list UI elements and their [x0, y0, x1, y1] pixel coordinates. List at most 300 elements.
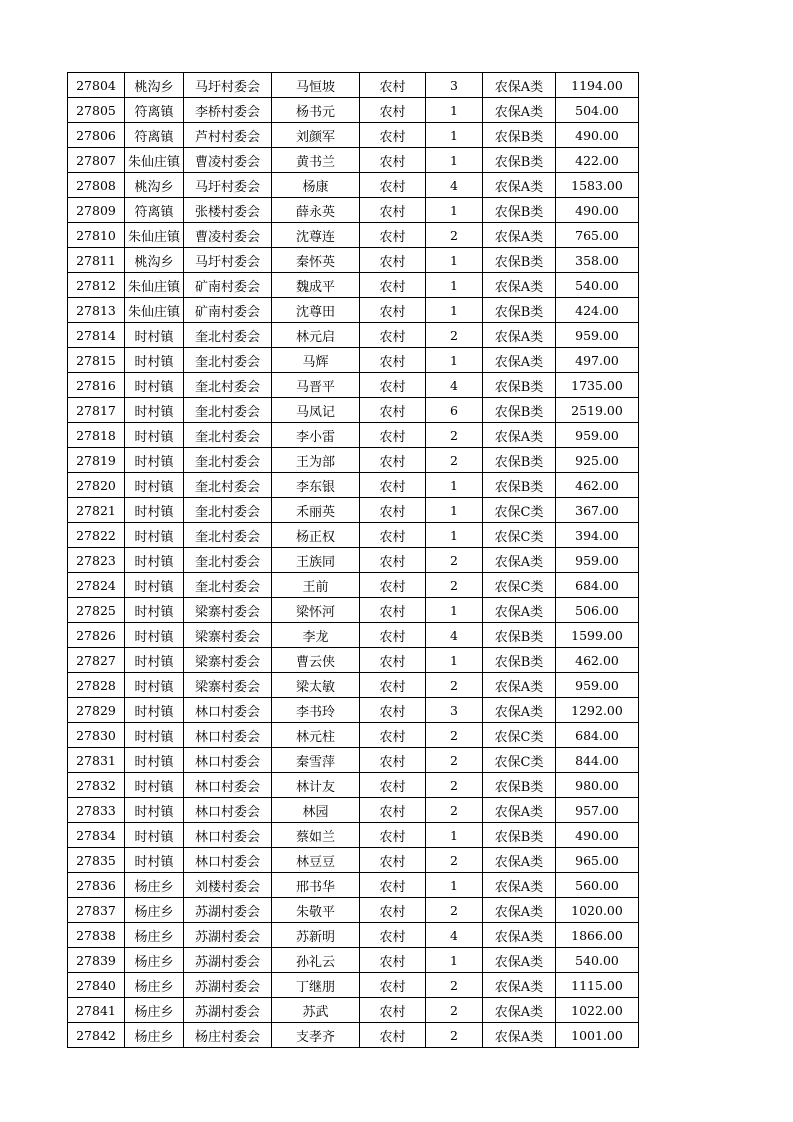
insurance-category-cell: 农保A类: [483, 998, 556, 1023]
village-committee-cell: 矿南村委会: [184, 273, 272, 298]
village-committee-cell: 马圩村委会: [184, 248, 272, 273]
person-name-cell: 林元启: [272, 323, 360, 348]
insurance-category-cell: 农保A类: [483, 173, 556, 198]
table-row: [68, 298, 639, 323]
town-cell: 杨庄乡: [125, 873, 184, 898]
table-row: [68, 823, 639, 848]
amount-cell: 540.00: [556, 273, 639, 298]
insurance-category-cell: 农保B类: [483, 148, 556, 173]
insurance-category-cell: 农保A类: [483, 348, 556, 373]
village-committee-cell: 林口村委会: [184, 823, 272, 848]
town-cell: 时村镇: [125, 598, 184, 623]
record-id-cell: 27825: [68, 598, 125, 623]
town-cell: 时村镇: [125, 773, 184, 798]
insurance-category-cell: 农保A类: [483, 548, 556, 573]
household-type-cell: 农村: [360, 423, 426, 448]
record-id-cell: 27834: [68, 823, 125, 848]
household-type-cell: 农村: [360, 323, 426, 348]
person-name-cell: 苏武: [272, 998, 360, 1023]
town-cell: 时村镇: [125, 373, 184, 398]
amount-cell: 684.00: [556, 723, 639, 748]
member-count-cell: 1: [426, 298, 483, 323]
household-type-cell: 农村: [360, 298, 426, 323]
table-row: [68, 873, 639, 898]
record-id-cell: 27840: [68, 973, 125, 998]
household-type-cell: 农村: [360, 673, 426, 698]
amount-cell: 2519.00: [556, 398, 639, 423]
household-type-cell: 农村: [360, 573, 426, 598]
town-cell: 时村镇: [125, 673, 184, 698]
record-id-cell: 27807: [68, 148, 125, 173]
record-id-cell: 27837: [68, 898, 125, 923]
amount-cell: 959.00: [556, 673, 639, 698]
town-cell: 桃沟乡: [125, 173, 184, 198]
person-name-cell: 杨书元: [272, 98, 360, 123]
amount-cell: 925.00: [556, 448, 639, 473]
table-row: [68, 623, 639, 648]
person-name-cell: 苏新明: [272, 923, 360, 948]
member-count-cell: 2: [426, 448, 483, 473]
amount-cell: 394.00: [556, 523, 639, 548]
village-committee-cell: 马圩村委会: [184, 173, 272, 198]
data-sheet: [67, 72, 639, 1048]
table-row: [68, 923, 639, 948]
household-type-cell: 农村: [360, 923, 426, 948]
household-type-cell: 农村: [360, 873, 426, 898]
insurance-category-cell: 农保A类: [483, 98, 556, 123]
amount-cell: 959.00: [556, 548, 639, 573]
person-name-cell: 林园: [272, 798, 360, 823]
person-name-cell: 林计友: [272, 773, 360, 798]
table-row: [68, 723, 639, 748]
amount-cell: 684.00: [556, 573, 639, 598]
table-row: [68, 798, 639, 823]
town-cell: 杨庄乡: [125, 923, 184, 948]
amount-cell: 422.00: [556, 148, 639, 173]
town-cell: 时村镇: [125, 348, 184, 373]
town-cell: 时村镇: [125, 748, 184, 773]
record-id-cell: 27828: [68, 673, 125, 698]
person-name-cell: 王族同: [272, 548, 360, 573]
record-id-cell: 27810: [68, 223, 125, 248]
member-count-cell: 1: [426, 273, 483, 298]
amount-cell: 959.00: [556, 423, 639, 448]
person-name-cell: 秦怀英: [272, 248, 360, 273]
person-name-cell: 秦雪萍: [272, 748, 360, 773]
record-id-cell: 27838: [68, 923, 125, 948]
amount-cell: 490.00: [556, 123, 639, 148]
village-committee-cell: 曹凌村委会: [184, 148, 272, 173]
person-name-cell: 王前: [272, 573, 360, 598]
insurance-category-cell: 农保B类: [483, 398, 556, 423]
village-committee-cell: 林口村委会: [184, 748, 272, 773]
town-cell: 杨庄乡: [125, 898, 184, 923]
household-type-cell: 农村: [360, 973, 426, 998]
insurance-category-cell: 农保B类: [483, 198, 556, 223]
amount-cell: 1583.00: [556, 173, 639, 198]
insurance-category-cell: 农保B类: [483, 773, 556, 798]
person-name-cell: 沈尊连: [272, 223, 360, 248]
village-committee-cell: 奎北村委会: [184, 548, 272, 573]
table-row: [68, 848, 639, 873]
table-row: [68, 98, 639, 123]
member-count-cell: 1: [426, 98, 483, 123]
insurance-category-cell: 农保A类: [483, 873, 556, 898]
member-count-cell: 2: [426, 748, 483, 773]
household-type-cell: 农村: [360, 73, 426, 98]
household-type-cell: 农村: [360, 1023, 426, 1048]
household-type-cell: 农村: [360, 698, 426, 723]
household-type-cell: 农村: [360, 198, 426, 223]
person-name-cell: 梁太敏: [272, 673, 360, 698]
table-row: [68, 948, 639, 973]
member-count-cell: 2: [426, 898, 483, 923]
amount-cell: 1022.00: [556, 998, 639, 1023]
insurance-category-cell: 农保A类: [483, 73, 556, 98]
member-count-cell: 1: [426, 498, 483, 523]
table-body: [68, 73, 639, 1048]
insurance-category-cell: 农保B类: [483, 623, 556, 648]
village-committee-cell: 梁寨村委会: [184, 673, 272, 698]
record-id-cell: 27804: [68, 73, 125, 98]
household-type-cell: 农村: [360, 173, 426, 198]
record-id-cell: 27821: [68, 498, 125, 523]
amount-cell: 980.00: [556, 773, 639, 798]
table-row: [68, 648, 639, 673]
person-name-cell: 魏成平: [272, 273, 360, 298]
insurance-category-cell: 农保A类: [483, 798, 556, 823]
household-type-cell: 农村: [360, 98, 426, 123]
person-name-cell: 丁继朋: [272, 973, 360, 998]
village-committee-cell: 奎北村委会: [184, 348, 272, 373]
person-name-cell: 林元柱: [272, 723, 360, 748]
member-count-cell: 1: [426, 248, 483, 273]
town-cell: 朱仙庄镇: [125, 223, 184, 248]
town-cell: 时村镇: [125, 573, 184, 598]
member-count-cell: 1: [426, 648, 483, 673]
village-committee-cell: 奎北村委会: [184, 573, 272, 598]
household-type-cell: 农村: [360, 148, 426, 173]
person-name-cell: 马晋平: [272, 373, 360, 398]
insurance-category-cell: 农保A类: [483, 948, 556, 973]
record-id-cell: 27824: [68, 573, 125, 598]
record-id-cell: 27839: [68, 948, 125, 973]
village-committee-cell: 李桥村委会: [184, 98, 272, 123]
household-type-cell: 农村: [360, 823, 426, 848]
amount-cell: 367.00: [556, 498, 639, 523]
insurance-category-cell: 农保C类: [483, 523, 556, 548]
member-count-cell: 1: [426, 348, 483, 373]
record-id-cell: 27815: [68, 348, 125, 373]
record-id-cell: 27818: [68, 423, 125, 448]
table-row: [68, 423, 639, 448]
insurance-category-cell: 农保B类: [483, 248, 556, 273]
household-type-cell: 农村: [360, 648, 426, 673]
table-row: [68, 373, 639, 398]
record-id-cell: 27817: [68, 398, 125, 423]
record-id-cell: 27806: [68, 123, 125, 148]
town-cell: 时村镇: [125, 823, 184, 848]
table-row: [68, 573, 639, 598]
record-id-cell: 27835: [68, 848, 125, 873]
household-type-cell: 农村: [360, 723, 426, 748]
town-cell: 符离镇: [125, 123, 184, 148]
table-row: [68, 348, 639, 373]
table-row: [68, 123, 639, 148]
amount-cell: 965.00: [556, 848, 639, 873]
amount-cell: 462.00: [556, 473, 639, 498]
insurance-category-cell: 农保A类: [483, 898, 556, 923]
record-id-cell: 27820: [68, 473, 125, 498]
amount-cell: 765.00: [556, 223, 639, 248]
village-committee-cell: 奎北村委会: [184, 523, 272, 548]
village-committee-cell: 林口村委会: [184, 848, 272, 873]
member-count-cell: 1: [426, 148, 483, 173]
town-cell: 时村镇: [125, 398, 184, 423]
village-committee-cell: 奎北村委会: [184, 323, 272, 348]
table-row: [68, 773, 639, 798]
village-committee-cell: 苏湖村委会: [184, 998, 272, 1023]
member-count-cell: 2: [426, 848, 483, 873]
household-type-cell: 农村: [360, 548, 426, 573]
amount-cell: 1599.00: [556, 623, 639, 648]
town-cell: 符离镇: [125, 198, 184, 223]
table-row: [68, 598, 639, 623]
person-name-cell: 马辉: [272, 348, 360, 373]
household-type-cell: 农村: [360, 948, 426, 973]
person-name-cell: 支孝齐: [272, 1023, 360, 1048]
member-count-cell: 2: [426, 1023, 483, 1048]
member-count-cell: 1: [426, 873, 483, 898]
insurance-category-cell: 农保A类: [483, 323, 556, 348]
town-cell: 朱仙庄镇: [125, 298, 184, 323]
member-count-cell: 1: [426, 523, 483, 548]
record-id-cell: 27827: [68, 648, 125, 673]
member-count-cell: 2: [426, 723, 483, 748]
household-type-cell: 农村: [360, 348, 426, 373]
town-cell: 时村镇: [125, 848, 184, 873]
amount-cell: 358.00: [556, 248, 639, 273]
record-id-cell: 27816: [68, 373, 125, 398]
village-committee-cell: 梁寨村委会: [184, 623, 272, 648]
town-cell: 杨庄乡: [125, 998, 184, 1023]
table-row: [68, 698, 639, 723]
record-id-cell: 27832: [68, 773, 125, 798]
person-name-cell: 禾丽英: [272, 498, 360, 523]
amount-cell: 1020.00: [556, 898, 639, 923]
record-id-cell: 27830: [68, 723, 125, 748]
member-count-cell: 4: [426, 373, 483, 398]
person-name-cell: 蔡如兰: [272, 823, 360, 848]
member-count-cell: 4: [426, 173, 483, 198]
table-row: [68, 198, 639, 223]
town-cell: 时村镇: [125, 548, 184, 573]
member-count-cell: 1: [426, 473, 483, 498]
record-id-cell: 27823: [68, 548, 125, 573]
village-committee-cell: 苏湖村委会: [184, 898, 272, 923]
village-committee-cell: 奎北村委会: [184, 373, 272, 398]
village-committee-cell: 刘楼村委会: [184, 873, 272, 898]
person-name-cell: 孙礼云: [272, 948, 360, 973]
member-count-cell: 1: [426, 823, 483, 848]
member-count-cell: 2: [426, 773, 483, 798]
town-cell: 时村镇: [125, 423, 184, 448]
record-id-cell: 27842: [68, 1023, 125, 1048]
record-id-cell: 27805: [68, 98, 125, 123]
village-committee-cell: 奎北村委会: [184, 448, 272, 473]
person-name-cell: 李书玲: [272, 698, 360, 723]
member-count-cell: 4: [426, 923, 483, 948]
insurance-category-cell: 农保A类: [483, 848, 556, 873]
village-committee-cell: 奎北村委会: [184, 423, 272, 448]
member-count-cell: 2: [426, 973, 483, 998]
table-row: [68, 473, 639, 498]
person-name-cell: 杨正权: [272, 523, 360, 548]
village-committee-cell: 林口村委会: [184, 798, 272, 823]
household-type-cell: 农村: [360, 898, 426, 923]
table-row: [68, 548, 639, 573]
person-name-cell: 马恒坡: [272, 73, 360, 98]
household-type-cell: 农村: [360, 473, 426, 498]
record-id-cell: 27831: [68, 748, 125, 773]
person-name-cell: 李小雷: [272, 423, 360, 448]
record-id-cell: 27811: [68, 248, 125, 273]
insurance-category-cell: 农保A类: [483, 923, 556, 948]
village-committee-cell: 矿南村委会: [184, 298, 272, 323]
person-name-cell: 林豆豆: [272, 848, 360, 873]
town-cell: 时村镇: [125, 448, 184, 473]
village-committee-cell: 杨庄村委会: [184, 1023, 272, 1048]
town-cell: 时村镇: [125, 648, 184, 673]
table-row: [68, 248, 639, 273]
insurance-category-cell: 农保A类: [483, 598, 556, 623]
record-id-cell: 27829: [68, 698, 125, 723]
member-count-cell: 2: [426, 223, 483, 248]
member-count-cell: 2: [426, 548, 483, 573]
amount-cell: 506.00: [556, 598, 639, 623]
member-count-cell: 1: [426, 198, 483, 223]
person-name-cell: 黄书兰: [272, 148, 360, 173]
town-cell: 朱仙庄镇: [125, 273, 184, 298]
table-row: [68, 323, 639, 348]
member-count-cell: 2: [426, 423, 483, 448]
insurance-category-cell: 农保A类: [483, 673, 556, 698]
village-committee-cell: 奎北村委会: [184, 498, 272, 523]
household-type-cell: 农村: [360, 248, 426, 273]
person-name-cell: 王为部: [272, 448, 360, 473]
table-row: [68, 448, 639, 473]
amount-cell: 490.00: [556, 823, 639, 848]
person-name-cell: 杨康: [272, 173, 360, 198]
town-cell: 桃沟乡: [125, 73, 184, 98]
person-name-cell: 曹云侠: [272, 648, 360, 673]
village-committee-cell: 奎北村委会: [184, 473, 272, 498]
person-name-cell: 李东银: [272, 473, 360, 498]
member-count-cell: 1: [426, 123, 483, 148]
village-committee-cell: 苏湖村委会: [184, 923, 272, 948]
person-name-cell: 马凤记: [272, 398, 360, 423]
insurance-category-cell: 农保B类: [483, 448, 556, 473]
household-type-cell: 农村: [360, 773, 426, 798]
amount-cell: 959.00: [556, 323, 639, 348]
village-committee-cell: 奎北村委会: [184, 398, 272, 423]
person-name-cell: 邢书华: [272, 873, 360, 898]
insurance-category-cell: 农保B类: [483, 648, 556, 673]
amount-cell: 560.00: [556, 873, 639, 898]
record-id-cell: 27808: [68, 173, 125, 198]
insurance-category-cell: 农保B类: [483, 823, 556, 848]
record-id-cell: 27814: [68, 323, 125, 348]
insurance-category-cell: 农保B类: [483, 298, 556, 323]
household-type-cell: 农村: [360, 123, 426, 148]
person-name-cell: 朱敬平: [272, 898, 360, 923]
town-cell: 杨庄乡: [125, 1023, 184, 1048]
table-row: [68, 273, 639, 298]
table-row: [68, 673, 639, 698]
village-committee-cell: 芦村村委会: [184, 123, 272, 148]
village-committee-cell: 马圩村委会: [184, 73, 272, 98]
village-committee-cell: 梁寨村委会: [184, 598, 272, 623]
table-row: [68, 998, 639, 1023]
member-count-cell: 2: [426, 798, 483, 823]
village-committee-cell: 林口村委会: [184, 773, 272, 798]
town-cell: 杨庄乡: [125, 948, 184, 973]
table-row: [68, 523, 639, 548]
member-count-cell: 1: [426, 948, 483, 973]
household-type-cell: 农村: [360, 848, 426, 873]
person-name-cell: 沈尊田: [272, 298, 360, 323]
insurance-category-cell: 农保A类: [483, 223, 556, 248]
village-committee-cell: 林口村委会: [184, 698, 272, 723]
insurance-category-cell: 农保C类: [483, 498, 556, 523]
town-cell: 时村镇: [125, 698, 184, 723]
amount-cell: 1292.00: [556, 698, 639, 723]
household-type-cell: 农村: [360, 373, 426, 398]
amount-cell: 424.00: [556, 298, 639, 323]
town-cell: 时村镇: [125, 798, 184, 823]
village-committee-cell: 苏湖村委会: [184, 973, 272, 998]
insurance-category-cell: 农保B类: [483, 123, 556, 148]
person-name-cell: 梁怀河: [272, 598, 360, 623]
town-cell: 时村镇: [125, 498, 184, 523]
town-cell: 时村镇: [125, 473, 184, 498]
member-count-cell: 2: [426, 573, 483, 598]
table-row: [68, 148, 639, 173]
household-type-cell: 农村: [360, 223, 426, 248]
town-cell: 时村镇: [125, 323, 184, 348]
records-table: [67, 72, 639, 1048]
record-id-cell: 27812: [68, 273, 125, 298]
town-cell: 时村镇: [125, 723, 184, 748]
insurance-category-cell: 农保A类: [483, 973, 556, 998]
insurance-category-cell: 农保C类: [483, 573, 556, 598]
amount-cell: 462.00: [556, 648, 639, 673]
member-count-cell: 3: [426, 698, 483, 723]
amount-cell: 957.00: [556, 798, 639, 823]
household-type-cell: 农村: [360, 998, 426, 1023]
amount-cell: 1194.00: [556, 73, 639, 98]
insurance-category-cell: 农保A类: [483, 1023, 556, 1048]
member-count-cell: 2: [426, 323, 483, 348]
household-type-cell: 农村: [360, 498, 426, 523]
amount-cell: 504.00: [556, 98, 639, 123]
table-row: [68, 748, 639, 773]
record-id-cell: 27819: [68, 448, 125, 473]
insurance-category-cell: 农保A类: [483, 698, 556, 723]
member-count-cell: 1: [426, 598, 483, 623]
table-row: [68, 398, 639, 423]
table-row: [68, 223, 639, 248]
